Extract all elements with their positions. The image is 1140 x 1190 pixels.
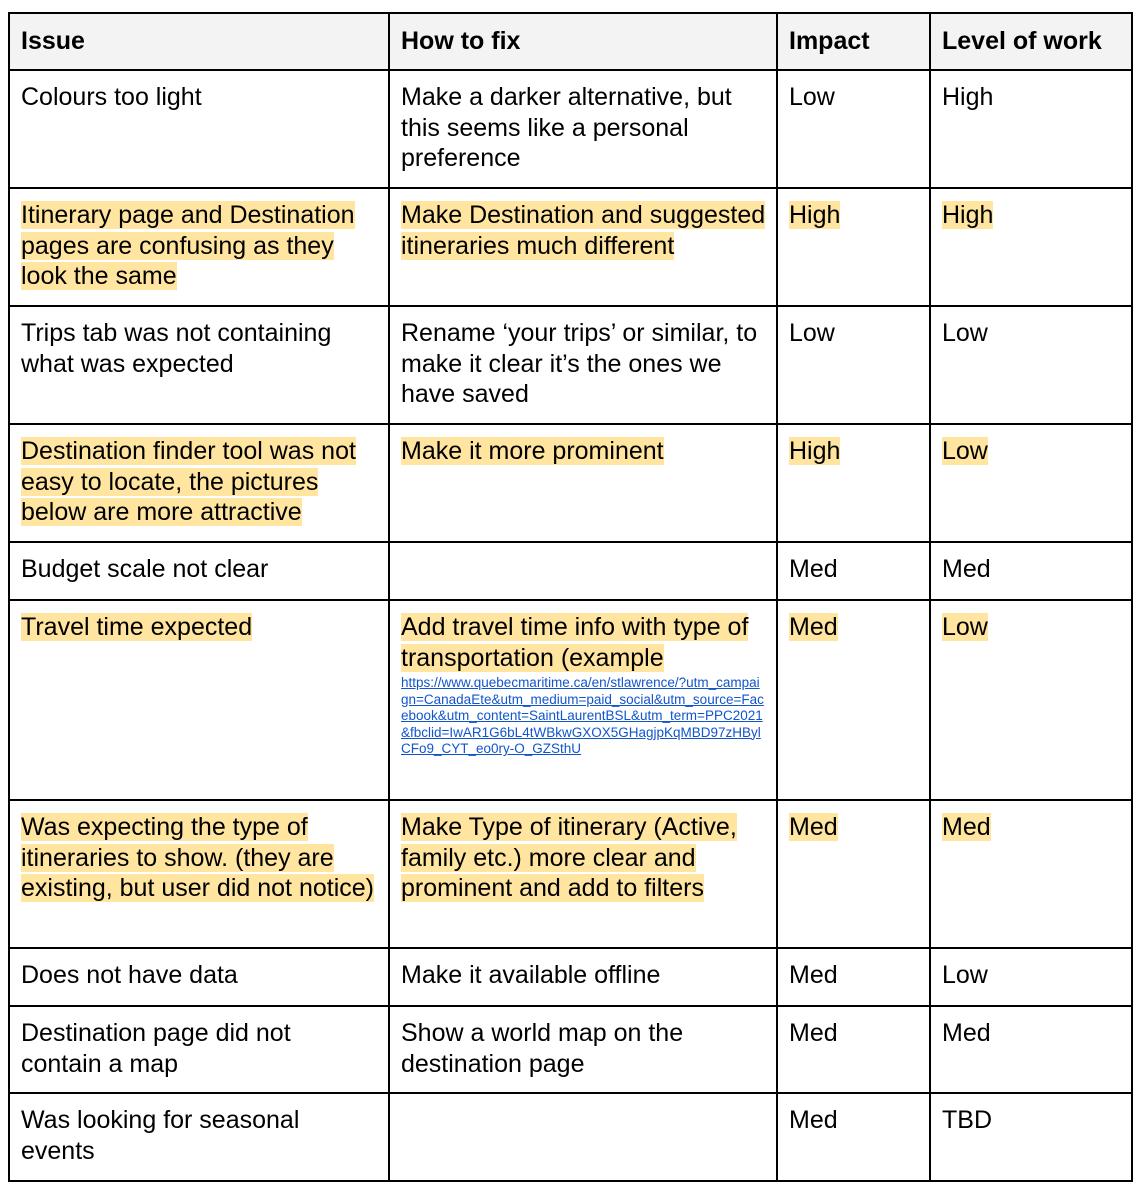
- work-cell: Low: [930, 948, 1132, 1006]
- example-link[interactable]: https://www.quebecmaritime.ca/en/stlawrence/?utm_campaign=CanadaEte&utm_medium=paid_social&utm_source=Facebook&utm_content=SaintLaurentBSL&utm_term=PPC2021&fbclid=IwAR1G6bL4tWBkwGXOX5GHagjpKqMBD97zHBylCFo9_CYT_eo0ry-O_GZSthU: [401, 675, 764, 756]
- usability-issues-table: [8, 12, 1133, 1182]
- issue-cell: Destination finder tool was not easy to locate, the pictures below are more attractive: [9, 424, 389, 542]
- work-cell: High: [930, 70, 1132, 188]
- work-cell: Low: [930, 306, 1132, 424]
- table-row: [9, 306, 1132, 424]
- table-row: [9, 70, 1132, 188]
- work-cell: High: [930, 188, 1132, 306]
- table-row: [9, 1093, 1132, 1181]
- issue-cell: Trips tab was not containing what was expected: [9, 306, 389, 424]
- fix-cell: Rename ‘your trips’ or similar, to make it clear it’s the ones we have saved: [389, 306, 777, 424]
- issue-cell: Travel time expected: [9, 600, 389, 800]
- impact-cell: Med: [777, 800, 930, 948]
- work-cell: Low: [930, 424, 1132, 542]
- fix-cell: Show a world map on the destination page: [389, 1006, 777, 1093]
- work-cell: Med: [930, 1006, 1132, 1093]
- impact-cell: Low: [777, 306, 930, 424]
- table-row: [9, 542, 1132, 600]
- fix-cell: Make Destination and suggested itineraries much different: [389, 188, 777, 306]
- work-cell: TBD: [930, 1093, 1132, 1181]
- impact-cell: Med: [777, 1006, 930, 1093]
- issue-cell: Itinerary page and Destination pages are confusing as they look the same: [9, 188, 389, 306]
- fix-cell: [389, 1093, 777, 1181]
- fix-cell: Add travel time info with type of transportation (example https://www.quebecmaritime.ca/en/stlawrence/?utm_campaign=CanadaEte&utm_medium=paid_social&utm_source=Facebook&utm_content=SaintLaurentBSL&utm_term=PPC2021&fbclid=IwAR1G6bL4tWBkwGXOX5GHagjpKqMBD97zHBylCFo9_CYT_eo0ry-O_GZSthU: [389, 600, 777, 800]
- header-issue: Issue: [9, 13, 389, 70]
- table-row: [9, 1006, 1132, 1093]
- issue-cell: Destination page did not contain a map: [9, 1006, 389, 1093]
- fix-cell: Make it more prominent: [389, 424, 777, 542]
- header-how-to-fix: How to fix: [389, 13, 777, 70]
- impact-cell: Med: [777, 948, 930, 1006]
- work-cell: Med: [930, 542, 1132, 600]
- header-row: [9, 13, 1132, 70]
- work-cell: Med: [930, 800, 1132, 948]
- impact-cell: Med: [777, 600, 930, 800]
- issue-cell: Does not have data: [9, 948, 389, 1006]
- impact-cell: Low: [777, 70, 930, 188]
- work-cell: Low: [930, 600, 1132, 800]
- fix-cell: [389, 542, 777, 600]
- issue-cell: Budget scale not clear: [9, 542, 389, 600]
- impact-cell: Med: [777, 1093, 930, 1181]
- table-row: [9, 424, 1132, 542]
- fix-cell: Make a darker alternative, but this seems like a personal preference: [389, 70, 777, 188]
- table-row: [9, 600, 1132, 800]
- issue-cell: Colours too light: [9, 70, 389, 188]
- table-row: [9, 188, 1132, 306]
- impact-cell: Med: [777, 542, 930, 600]
- impact-cell: High: [777, 424, 930, 542]
- header-impact: Impact: [777, 13, 930, 70]
- impact-cell: High: [777, 188, 930, 306]
- issue-cell: Was looking for seasonal events: [9, 1093, 389, 1181]
- fix-cell: Make it available offline: [389, 948, 777, 1006]
- issue-cell: Was expecting the type of itineraries to show. (they are existing, but user did not notice): [9, 800, 389, 948]
- header-level-of-work: Level of work: [930, 13, 1132, 70]
- table-row: [9, 800, 1132, 948]
- table-row: [9, 948, 1132, 1006]
- fix-cell: Make Type of itinerary (Active, family etc.) more clear and prominent and add to filters: [389, 800, 777, 948]
